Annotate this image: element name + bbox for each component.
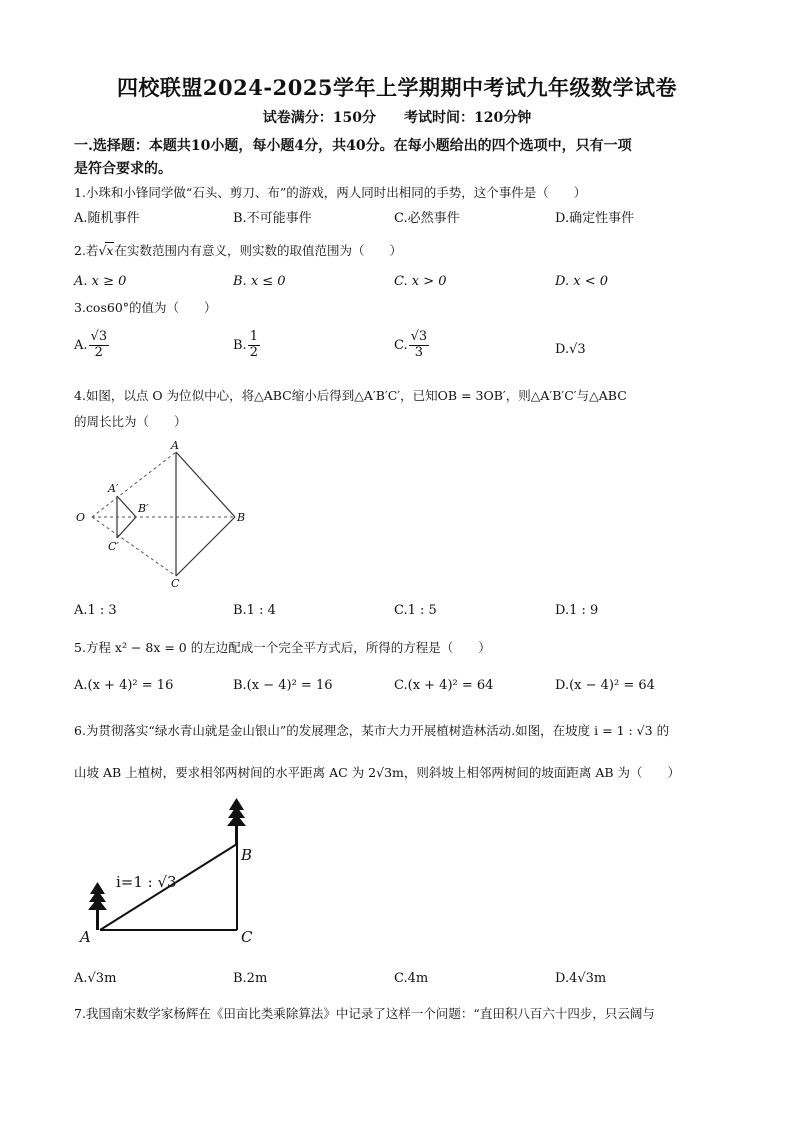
q3-option-b-num: 1 bbox=[249, 329, 258, 344]
q3-option-c-den: 3 bbox=[414, 344, 424, 360]
tree-icon-right bbox=[227, 798, 246, 846]
q3-option-b bbox=[233, 330, 261, 361]
tree-icon-left bbox=[88, 882, 107, 930]
segment-a1b1 bbox=[117, 496, 136, 517]
question-6-line1: 6.为贯彻落实“绿水青山就是金山银山”的发展理念，某市大力开展植树造林活动.如图，在坡度 i = 1 : √3 的 bbox=[74, 723, 670, 738]
q6-option-b: B.2m bbox=[233, 971, 268, 986]
q6-option-a: A.√3m bbox=[74, 971, 117, 986]
q3-option-c-label: C. bbox=[394, 337, 408, 353]
label-a: A bbox=[80, 928, 91, 946]
section-heading-line2: 是符合要求的。 bbox=[74, 161, 172, 177]
q2-suffix: 在实数范围内有意义，则实数的取值范围为（ ） bbox=[114, 243, 402, 258]
section-heading-line1: 一.选择题：本题共10小题，每小题4分，共40分。在每小题给出的四个选项中，只有一项 bbox=[74, 138, 632, 154]
exam-title: 四校联盟2024-2025学年上学期期中考试九年级数学试卷 bbox=[116, 75, 678, 100]
slope-figure bbox=[78, 796, 268, 948]
slope-ratio-label: i=1 : √3 bbox=[116, 873, 177, 891]
q3-option-b-den: 2 bbox=[249, 344, 258, 360]
q5-option-b: B.(x − 4)² = 16 bbox=[233, 678, 333, 693]
question-6-line2: 山坡 AB 上植树，要求相邻两树间的水平距离 AC 为 2√3m，则斜坡上相邻两树间的坡面距离 AB 为（ ） bbox=[74, 765, 681, 780]
question-5: 5.方程 x² − 8x = 0 的左边配成一个完全平方式后，所得的方程是（ ） bbox=[74, 640, 491, 655]
label-c: C bbox=[241, 928, 253, 946]
q2-option-a: A. x ≥ 0 bbox=[74, 274, 127, 289]
exam-info: 试卷满分：150分 考试时间：120分钟 bbox=[262, 110, 532, 126]
q2-radical: √x bbox=[98, 243, 114, 258]
q2-option-b: B. x ≤ 0 bbox=[233, 274, 286, 289]
q3-option-d-label: D. bbox=[555, 342, 570, 357]
q2-radicand: x bbox=[106, 243, 114, 258]
q4-option-c: C.1 : 5 bbox=[394, 603, 437, 618]
label-c: C bbox=[171, 577, 180, 588]
q2-prefix: 2.若 bbox=[74, 243, 99, 258]
q3-option-a-den: 2 bbox=[94, 344, 103, 360]
q4-option-a: A.1 : 3 bbox=[74, 603, 117, 618]
label-b: B bbox=[241, 846, 253, 864]
label-a-prime: A′ bbox=[108, 482, 119, 495]
question-4-line1: 4.如图，以点 O 为位似中心，将△ABC缩小后得到△A′B′C′，已知OB = 3OB′，则△A′B′C′与△ABC bbox=[74, 388, 627, 403]
q3-option-d-value: √3 bbox=[569, 342, 586, 357]
label-b-prime: B′ bbox=[138, 502, 149, 515]
label-c-prime: C′ bbox=[108, 540, 119, 553]
question-2 bbox=[74, 241, 402, 259]
q3-option-c-num: √3 bbox=[410, 329, 428, 344]
ray-oc bbox=[92, 517, 176, 576]
question-4-line2: 的周长比为（ ） bbox=[74, 414, 187, 429]
homothety-figure bbox=[70, 436, 260, 588]
q4-option-b: B.1 : 4 bbox=[233, 603, 276, 618]
label-o: O bbox=[76, 511, 86, 524]
q1-option-b: B.不可能事件 bbox=[233, 211, 312, 226]
q1-option-d: D.确定性事件 bbox=[555, 211, 635, 226]
q5-option-c: C.(x + 4)² = 64 bbox=[394, 678, 494, 693]
q1-option-c: C.必然事件 bbox=[394, 211, 460, 226]
q5-option-d: D.(x − 4)² = 64 bbox=[555, 678, 655, 693]
q4-option-d: D.1 : 9 bbox=[555, 603, 599, 618]
q3-option-d bbox=[555, 342, 586, 357]
question-7: 7.我国南宋数学家杨辉在《田亩比类乘除算法》中记录了这样一个问题：“直田积八百六十四步，只云阔与 bbox=[74, 1006, 655, 1021]
segment-cb bbox=[176, 517, 235, 576]
q3-option-b-label: B. bbox=[233, 337, 247, 353]
label-b: B bbox=[237, 511, 246, 524]
q1-option-a: A.随机事件 bbox=[74, 211, 140, 226]
ray-oa bbox=[92, 452, 176, 517]
question-1: 1.小珠和小锋同学做“石头、剪刀、布”的游戏，两人同时出相同的手势，这个事件是（ ） bbox=[74, 185, 587, 200]
label-a: A bbox=[171, 439, 179, 452]
q3-option-c bbox=[394, 330, 430, 361]
q3-option-a-num: √3 bbox=[90, 329, 108, 344]
q3-option-a-label: A. bbox=[74, 337, 88, 353]
q3-option-a bbox=[74, 330, 110, 361]
q6-option-d: D.4√3m bbox=[555, 971, 607, 986]
q6-option-c: C.4m bbox=[394, 971, 429, 986]
q2-option-d: D. x < 0 bbox=[555, 274, 608, 289]
segment-ab bbox=[176, 452, 235, 517]
q5-option-a: A.(x + 4)² = 16 bbox=[74, 678, 174, 693]
q2-option-c: C. x > 0 bbox=[394, 274, 447, 289]
segment-c1b1 bbox=[117, 517, 136, 538]
question-3: 3.cos60°的值为（ ） bbox=[74, 300, 217, 315]
